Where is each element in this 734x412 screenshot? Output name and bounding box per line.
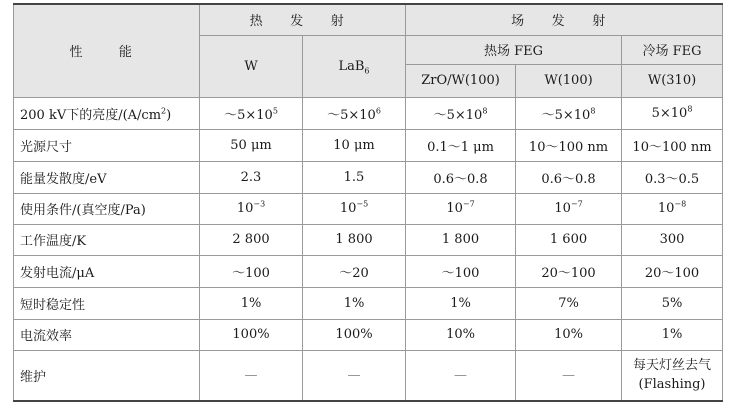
table-cell: 10%	[406, 319, 516, 350]
table-cell: $10^{-7}$	[516, 193, 622, 224]
row-label: 光源尺寸	[14, 129, 200, 161]
table-cell: $\sim 5\times 10^5$	[200, 97, 303, 129]
table-cell: 1.5	[303, 161, 406, 193]
table-cell: 0.1～1 μm	[406, 129, 516, 161]
table-cell: 300	[622, 224, 723, 255]
header-w310: W(310)	[622, 64, 723, 97]
table-cell: —	[516, 350, 622, 401]
table-row	[14, 319, 723, 350]
table-cell: 2 800	[200, 224, 303, 255]
table-cell: ～100	[406, 255, 516, 287]
table-cell: 20～100	[516, 255, 622, 287]
table-row	[14, 193, 723, 224]
row-label: 短时稳定性	[14, 287, 200, 319]
header-property: 性 能	[14, 4, 200, 97]
table-cell: 0.3～0.5	[622, 161, 723, 193]
row-label: 工作温度/K	[14, 224, 200, 255]
table-cell: $10^{-8}$	[622, 193, 723, 224]
table-cell: $10^{-7}$	[406, 193, 516, 224]
row-label: 电流效率	[14, 319, 200, 350]
table-cell: 10～100 nm	[622, 129, 723, 161]
table-cell: 20～100	[622, 255, 723, 287]
table-cell: $\sim 5\times 10^6$	[303, 97, 406, 129]
table-row	[14, 350, 723, 401]
table-row	[14, 161, 723, 193]
table-cell: $5\times 10^8$	[622, 97, 723, 129]
table-cell: 1 800	[406, 224, 516, 255]
header-field-emission: 场 发 射	[406, 4, 723, 35]
table-cell: 1%	[200, 287, 303, 319]
table-row	[14, 255, 723, 287]
table-cell: —	[303, 350, 406, 401]
table-cell: ～20	[303, 255, 406, 287]
row-label: 200 kV下的亮度$/(A/cm^2)$	[14, 97, 200, 129]
table-cell: $10^{-5}$	[303, 193, 406, 224]
table-cell: 10%	[516, 319, 622, 350]
table-cell: $\sim 5\times 10^8$	[406, 97, 516, 129]
table-cell: 0.6～0.8	[516, 161, 622, 193]
table-cell: 7%	[516, 287, 622, 319]
table-row	[14, 287, 723, 319]
table-row	[14, 97, 723, 129]
table-cell: 1%	[406, 287, 516, 319]
table-row	[14, 129, 723, 161]
table-cell: ～100	[200, 255, 303, 287]
table-cell: 1%	[303, 287, 406, 319]
table-cell: 2.3	[200, 161, 303, 193]
row-label: 使用条件/(真空度/Pa)	[14, 193, 200, 224]
table-cell: 每天灯丝去气 (Flashing)	[622, 350, 723, 401]
table-cell: $\sim 5\times 10^8$	[516, 97, 622, 129]
table-cell: 5%	[622, 287, 723, 319]
table-cell: $10^{-3}$	[200, 193, 303, 224]
row-label: 能量发散度/eV	[14, 161, 200, 193]
header-lab6: LaB$_6$	[303, 35, 406, 97]
table-cell: 1 800	[303, 224, 406, 255]
table-cell: 100%	[200, 319, 303, 350]
header-thermal-feg: 热场 FEG	[406, 35, 622, 64]
header-w100: W(100)	[516, 64, 622, 97]
electron-source-comparison-table	[13, 3, 723, 402]
table-cell: 0.6～0.8	[406, 161, 516, 193]
table-cell: 1 600	[516, 224, 622, 255]
table-cell: —	[200, 350, 303, 401]
header-w: W	[200, 35, 303, 97]
table-cell: —	[406, 350, 516, 401]
header-cold-feg: 冷场 FEG	[622, 35, 723, 64]
header-thermal-emission: 热 发 射	[200, 4, 406, 35]
row-label: 发射电流/μA	[14, 255, 200, 287]
header-zro-w100: ZrO/W(100)	[406, 64, 516, 97]
table-cell: 10 μm	[303, 129, 406, 161]
table-cell: 50 μm	[200, 129, 303, 161]
table-cell: 100%	[303, 319, 406, 350]
table-cell: 10～100 nm	[516, 129, 622, 161]
row-label: 维护	[14, 350, 200, 401]
table-row	[14, 224, 723, 255]
table-cell: 1%	[622, 319, 723, 350]
table-body	[14, 97, 723, 401]
